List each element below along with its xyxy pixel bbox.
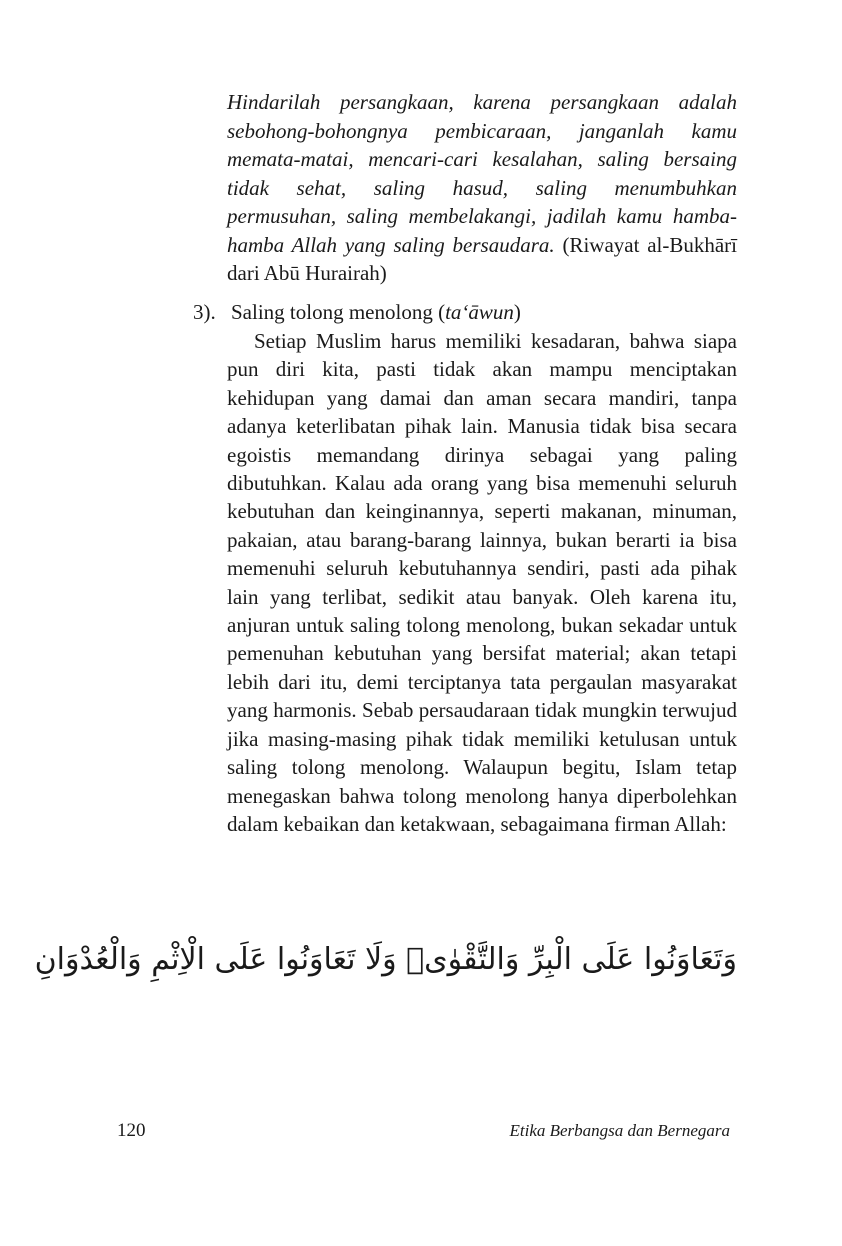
arabic-verse: وَتَعَاوَنُوا عَلَى الْبِرِّ وَالتَّقْوٰىۖ وَلَا تَعَاوَنُوا عَلَى الْاِثْمِ وَالْعُدْوَانِ — [34, 942, 737, 977]
section-heading — [193, 298, 521, 326]
section-title-close: ) — [513, 300, 521, 324]
quote-text: Hindarilah persangkaan, karena persangkaan adalah sebohong-bohongnya pembicaraan, janganlah kamu memata-matai, mencari-cari kesalahan, saling bersaing tidak sehat, saling hasud, saling menumbuhkan permusuhan, saling membelakangi, jadilah kamu hamba-hamba Allah yang saling bersaudara. — [227, 90, 737, 257]
page-number: 120 — [117, 1120, 146, 1141]
section-term: ta‘āwun — [445, 300, 514, 324]
hadith-quote — [227, 88, 737, 288]
body-paragraph: Setiap Muslim harus memiliki kesadaran, bahwa siapa pun diri kita, pasti tidak akan mampu menciptakan kehidupan yang damai dan aman secara mandiri, tanpa adanya keterlibatan pihak lain. Manusia tidak bisa secara egoistis memandang dirinya sebagai yang paling dibutuhkan. Kalau ada orang yang bisa memenuhi seluruh kebutuhan dan keinginannya, seperti makanan, minuman, pakaian, atau barang-barang lainnya, bukan berarti ia bisa memenuhi seluruh kebutuhannya sendiri, pasti ada pihak lain yang terlibat, sedikit atau banyak. Oleh karena itu, anjuran untuk saling tolong menolong, bukan sekadar untuk pemenuhan kebutuhan yang bersifat material; akan tetapi lebih dari itu, demi terciptanya tata pergaulan masyarakat yang harmonis. Sebab persaudaraan tidak mungkin terwujud jika masing-masing pihak tidak memiliki ketulusan untuk saling tolong menolong. Walaupun begitu, Islam tetap menegaskan bahwa tolong menolong hanya diperbolehkan dalam kebaikan dan ketakwaan, sebagaimana firman Allah: — [227, 329, 737, 836]
section-title: Saling tolong menolong ( — [231, 300, 446, 324]
quote-source: (Riwayat al-Bukhārī dari Abū Hurairah) — [227, 232, 737, 285]
section-number: 3). — [193, 300, 216, 324]
running-footer-title: Etika Berbangsa dan Bernegara — [509, 1121, 730, 1140]
